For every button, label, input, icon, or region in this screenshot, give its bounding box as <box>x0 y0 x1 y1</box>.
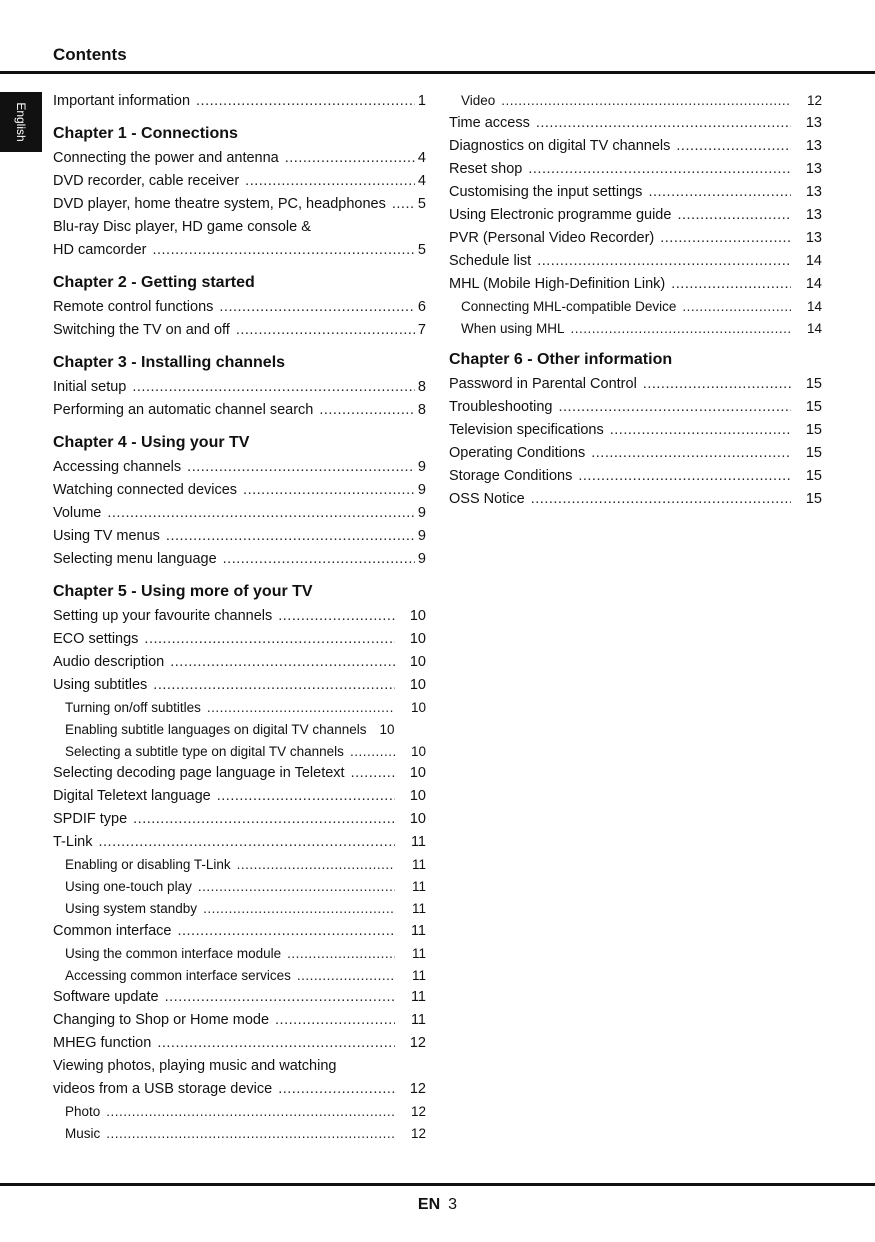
toc-entry[interactable] <box>449 465 822 488</box>
toc-entry[interactable] <box>449 250 822 273</box>
chapter-heading: Chapter 5 - Using more of your TV <box>53 583 313 600</box>
toc-entry-page: 9 <box>417 482 426 498</box>
toc-entry-page: 10 <box>410 700 426 715</box>
toc-entry-page: 5 <box>417 242 426 258</box>
toc-entry-title: Selecting menu language <box>53 551 217 567</box>
toc-entry-page: 15 <box>805 491 822 508</box>
chapter-heading: Chapter 6 - Other information <box>449 351 673 369</box>
toc-entry-title: Volume <box>53 505 102 521</box>
toc-entry-title: DVD recorder, cable receiver <box>53 173 240 189</box>
language-tab-label: English <box>14 102 28 142</box>
toc-entry-page: 11 <box>411 967 426 983</box>
toc-entry-title: DVD player, home theatre system, PC, headphones <box>53 196 386 212</box>
toc-subentry[interactable] <box>449 318 822 340</box>
toc-entry[interactable] <box>449 488 822 511</box>
toc-entry[interactable] <box>53 628 426 651</box>
toc-entry-page: 4 <box>417 150 426 166</box>
toc-entry-title: HD camcorder <box>53 242 147 258</box>
toc-entry-title: PVR (Personal Video Recorder) <box>449 229 655 246</box>
toc-entry-page: 15 <box>805 468 822 485</box>
toc-entry-page: 15 <box>805 399 822 416</box>
toc-entry-title: Important information <box>53 93 191 109</box>
toc-entry[interactable] <box>53 1078 426 1101</box>
toc-entry[interactable] <box>53 808 426 831</box>
toc-entry-page: 11 <box>411 857 426 873</box>
toc-entry-title: Accessing channels <box>53 459 182 475</box>
toc-entry-page: 10 <box>409 608 426 624</box>
toc-entry-title: Audio description <box>53 654 165 670</box>
toc-entry[interactable] <box>449 373 822 396</box>
toc-entry-page: 11 <box>410 1012 426 1029</box>
footer-language-code: EN <box>417 1196 441 1213</box>
toc-subentry[interactable] <box>449 90 822 112</box>
toc-entry-title: Photo <box>65 1104 101 1120</box>
toc-entry-page: 10 <box>409 677 426 693</box>
toc-entry-page: 1 <box>417 93 426 109</box>
toc-entry[interactable] <box>53 548 426 571</box>
toc-entry-title-line: Viewing photos, playing music and watching <box>53 1058 337 1075</box>
toc-entry-page: 12 <box>806 93 822 108</box>
page-number: 3 <box>448 1196 458 1213</box>
toc-entry[interactable] <box>449 419 822 442</box>
toc-right-column <box>449 90 822 511</box>
toc-entry-title: Storage Conditions <box>449 468 573 485</box>
toc-entry-page: 13 <box>805 160 822 177</box>
toc-entry[interactable] <box>53 376 426 399</box>
toc-entry[interactable] <box>53 502 426 525</box>
toc-entry-title: Enabling or disabling T-Link <box>65 857 231 873</box>
toc-entry[interactable] <box>53 147 426 170</box>
toc-entry-page: 13 <box>805 206 822 223</box>
toc-entry-title-line: Blu-ray Disc player, HD game console & <box>53 219 311 235</box>
toc-entry-page: 9 <box>417 505 426 521</box>
toc-entry-title: Using subtitles <box>53 677 148 693</box>
toc-entry-page: 6 <box>417 299 426 315</box>
toc-entry-page: 13 <box>805 229 822 246</box>
toc-entry-page: 12 <box>410 1104 426 1120</box>
toc-entry[interactable] <box>53 319 426 342</box>
toc-entry-title: Video <box>461 93 496 108</box>
toc-entry-title: Connecting the power and antenna <box>53 150 279 166</box>
toc-entry-title: Selecting a subtitle type on digital TV channels <box>65 743 344 759</box>
toc-entry-page: 13 <box>805 114 822 131</box>
toc-entry-title: Password in Parental Control <box>449 376 637 393</box>
toc-entry-title: Switching the TV on and off <box>53 322 230 338</box>
toc-subentry[interactable] <box>53 1101 426 1123</box>
toc-entry-title: Using one-touch play <box>65 879 192 895</box>
toc-entry[interactable] <box>449 442 822 465</box>
toc-entry-page: 10 <box>409 654 426 670</box>
toc-subentry[interactable] <box>53 697 426 719</box>
toc-entry-title: Common interface <box>53 922 172 939</box>
toc-entry-page: 14 <box>805 275 822 292</box>
toc-entry[interactable] <box>53 1009 426 1032</box>
toc-entry[interactable] <box>53 762 426 785</box>
toc-entry-page: 9 <box>417 528 426 544</box>
toc-left-column <box>53 90 426 1145</box>
toc-entry-title: Music <box>65 1126 101 1142</box>
toc-entry-title: Changing to Shop or Home mode <box>53 1012 270 1029</box>
toc-entry-page: 8 <box>417 402 426 418</box>
toc-entry-title: Schedule list <box>449 252 532 269</box>
toc-subentry[interactable] <box>449 296 822 318</box>
toc-subentry[interactable] <box>53 854 426 876</box>
toc-entry-title: Setting up your favourite channels <box>53 608 273 624</box>
toc-entry[interactable] <box>449 204 822 227</box>
toc-entry-title: Initial setup <box>53 379 127 395</box>
toc-entry-title: When using MHL <box>461 320 565 336</box>
toc-entry-title: Diagnostics on digital TV channels <box>449 137 671 154</box>
toc-entry-page: 12 <box>409 1035 426 1052</box>
toc-entry-title: Using TV menus <box>53 528 160 544</box>
toc-entry-title: ECO settings <box>53 631 139 647</box>
toc-entry-title: Digital Teletext language <box>53 788 211 805</box>
toc-entry[interactable] <box>53 239 426 262</box>
toc-entry-title: Enabling subtitle languages on digital TV channels <box>65 721 367 737</box>
toc-entry[interactable] <box>53 674 426 697</box>
toc-entry[interactable] <box>449 158 822 181</box>
toc-entry-page: 9 <box>417 459 426 475</box>
toc-entry-page: 11 <box>410 834 426 851</box>
toc-entry-page: 12 <box>409 1081 426 1098</box>
toc-entry-page: 15 <box>805 445 822 462</box>
toc-entry-page: 10 <box>409 788 426 805</box>
toc-subentry[interactable] <box>53 741 426 763</box>
toc-entry-page: 4 <box>417 173 426 189</box>
toc-entry-title: MHL (Mobile High-Definition Link) <box>449 275 666 292</box>
toc-entry-page: 8 <box>417 379 426 395</box>
toc-entry-title: Remote control functions <box>53 299 214 315</box>
toc-subentry[interactable] <box>53 1123 426 1145</box>
toc-entry-title: Time access <box>449 114 530 131</box>
chapter-heading: Chapter 2 - Getting started <box>53 274 255 291</box>
toc-entry-page: 10 <box>410 743 426 759</box>
header-rule <box>0 71 875 74</box>
toc-entry[interactable] <box>53 456 426 479</box>
toc-entry-title: Turning on/off subtitles <box>65 700 201 715</box>
toc-entry[interactable] <box>53 785 426 808</box>
toc-entry-title: Using Electronic programme guide <box>449 206 672 223</box>
toc-subentry[interactable] <box>53 943 426 965</box>
toc-entry-title: MHEG function <box>53 1035 152 1052</box>
toc-entry-title: Accessing common interface services <box>65 967 291 983</box>
toc-entry-title: OSS Notice <box>449 491 525 508</box>
toc-entry-title: videos from a USB storage device <box>53 1081 273 1098</box>
toc-entry-title: SPDIF type <box>53 811 128 828</box>
chapter-heading: Chapter 4 - Using your TV <box>53 434 250 451</box>
toc-subentry[interactable] <box>53 965 426 987</box>
toc-entry-page: 10 <box>409 765 426 782</box>
toc-entry-page: 13 <box>805 183 822 200</box>
toc-subentry[interactable] <box>53 719 426 741</box>
toc-entry-title: Using the common interface module <box>65 945 282 961</box>
toc-entry-page: 14 <box>806 320 822 336</box>
toc-entry[interactable] <box>449 181 822 204</box>
toc-entry[interactable] <box>449 273 822 296</box>
toc-entry[interactable] <box>53 296 426 319</box>
toc-entry-page: 10 <box>409 631 426 647</box>
toc-entry[interactable] <box>53 920 426 943</box>
toc-entry[interactable] <box>53 479 426 502</box>
toc-subentry[interactable] <box>53 876 426 898</box>
toc-entry-page: 10 <box>409 811 426 828</box>
toc-entry-title: T-Link <box>53 834 93 851</box>
toc-subentry[interactable] <box>53 898 426 920</box>
toc-entry-page: 5 <box>417 196 426 212</box>
toc-entry-page: 11 <box>411 900 426 916</box>
toc-entry-page: 9 <box>417 551 426 567</box>
toc-entry-title: Television specifications <box>449 422 604 439</box>
page-footer <box>0 1196 875 1214</box>
toc-entry-page: 7 <box>417 322 426 338</box>
language-tab <box>0 92 42 152</box>
footer-rule <box>0 1183 875 1186</box>
toc-entry-page: 11 <box>410 922 426 939</box>
toc-entry[interactable] <box>53 525 426 548</box>
page-title: Contents <box>53 45 127 64</box>
toc-entry-page: 11 <box>411 879 426 895</box>
toc-entry[interactable] <box>53 399 426 422</box>
toc-entry[interactable] <box>449 135 822 158</box>
chapter-heading: Chapter 1 - Connections <box>53 125 238 142</box>
toc-entry-page: 14 <box>805 252 822 269</box>
toc-entry[interactable] <box>53 831 426 854</box>
toc-entry-page: 13 <box>805 137 822 154</box>
toc-entry-title: Connecting MHL-compatible Device <box>461 298 677 314</box>
toc-entry-page: 11 <box>411 945 426 961</box>
toc-entry-title: Reset shop <box>449 160 523 177</box>
toc-entry[interactable] <box>53 651 426 674</box>
toc-entry[interactable] <box>449 112 822 135</box>
toc-entry[interactable] <box>53 986 426 1009</box>
toc-entry-page: 15 <box>805 422 822 439</box>
toc-entry-page: 14 <box>806 298 822 314</box>
toc-entry[interactable] <box>53 193 426 216</box>
toc-entry-page: 15 <box>805 376 822 393</box>
toc-entry-title: Troubleshooting <box>449 399 553 416</box>
toc-entry-title: Performing an automatic channel search <box>53 402 314 418</box>
toc-entry-title: Using system standby <box>65 900 198 916</box>
toc-entry-title: Selecting decoding page language in Teletext <box>53 765 345 782</box>
toc-entry-page: 11 <box>410 989 426 1006</box>
toc-entry-title: Watching connected devices <box>53 482 238 498</box>
toc-entry-title: Operating Conditions <box>449 445 586 462</box>
toc-entry[interactable] <box>53 605 426 628</box>
toc-entry-page: 12 <box>410 1126 426 1142</box>
toc-entry-title: Software update <box>53 989 159 1006</box>
toc-entry-page: 10 <box>379 721 395 737</box>
toc-entry[interactable] <box>449 227 822 250</box>
toc-entry-title: Customising the input settings <box>449 183 643 200</box>
toc-entry[interactable] <box>53 170 426 193</box>
toc-entry[interactable] <box>53 90 426 113</box>
toc-entry[interactable] <box>449 396 822 419</box>
chapter-heading: Chapter 3 - Installing channels <box>53 354 286 371</box>
toc-entry[interactable] <box>53 1032 426 1055</box>
